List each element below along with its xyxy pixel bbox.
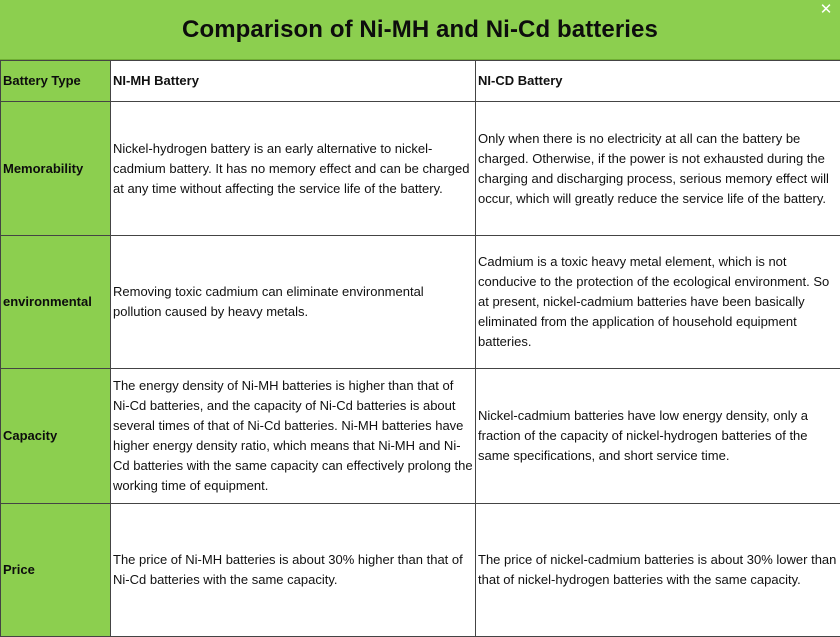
nicd-cell xyxy=(476,102,840,236)
row-label: environmental xyxy=(3,294,92,309)
column-header-nicd-label: NI-CD Battery xyxy=(478,73,563,88)
row-label-cell xyxy=(1,236,111,369)
table-row xyxy=(1,236,840,369)
row-label: Capacity xyxy=(3,428,57,443)
nicd-text: Cadmium is a toxic heavy metal element, which is not conducive to the protection of the ecological environment. So at present, nickel-cadmium batteries have been basically eliminated from the application of household equipment batteries. xyxy=(478,252,838,352)
nimh-text: Removing toxic cadmium can eliminate environmental pollution caused by heavy metals. xyxy=(113,282,473,322)
table-row xyxy=(1,102,840,236)
nicd-text: Nickel-cadmium batteries have low energy density, only a fraction of the capacity of nickel-hydrogen batteries of the same specifications, and short service time. xyxy=(478,406,838,466)
column-header-nimh-label: NI-MH Battery xyxy=(113,73,199,88)
title-bar xyxy=(0,0,840,60)
table-row xyxy=(1,504,840,637)
nimh-cell xyxy=(111,504,476,637)
nimh-cell xyxy=(111,369,476,504)
nicd-text: Only when there is no electricity at all can the battery be charged. Otherwise, if the power is not exhausted during the charging and discharging process, serious memory effect will occur, which will greatly reduce the service life of the battery. xyxy=(478,129,838,209)
close-icon[interactable]: ✕ xyxy=(818,2,834,18)
nimh-cell xyxy=(111,236,476,369)
nimh-text: The energy density of Ni-MH batteries is higher than that of Ni-Cd batteries, and the capacity of Ni-Cd batteries is about several times of that of Ni-Cd batteries. Ni-MH batteries have higher energy density ratio, which means that Ni-MH and Ni-Cd batteries with the same capacity can effectively prolong the working time of equipment. xyxy=(113,376,473,496)
nicd-cell xyxy=(476,369,840,504)
table-header-row xyxy=(1,61,840,102)
page-title: Comparison of Ni-MH and Ni-Cd batteries xyxy=(182,16,658,44)
nicd-cell xyxy=(476,504,840,637)
column-header-nicd xyxy=(476,61,840,102)
row-label-cell xyxy=(1,102,111,236)
row-label-cell xyxy=(1,504,111,637)
column-header-nimh xyxy=(111,61,476,102)
header-label: Battery Type xyxy=(3,73,81,88)
nicd-text: The price of nickel-cadmium batteries is about 30% lower than that of nickel-hydrogen batteries with the same capacity. xyxy=(478,550,838,590)
nimh-text: The price of Ni-MH batteries is about 30% higher than that of Ni-Cd batteries with the same capacity. xyxy=(113,550,473,590)
table-row xyxy=(1,369,840,504)
row-label-cell xyxy=(1,369,111,504)
nicd-cell xyxy=(476,236,840,369)
row-label: Memorability xyxy=(3,161,83,176)
header-label-cell xyxy=(1,61,111,102)
row-label: Price xyxy=(3,562,35,577)
comparison-table xyxy=(0,60,840,637)
nimh-cell xyxy=(111,102,476,236)
nimh-text: Nickel-hydrogen battery is an early alternative to nickel-cadmium battery. It has no memory effect and can be charged at any time without affecting the service life of the battery. xyxy=(113,139,473,199)
